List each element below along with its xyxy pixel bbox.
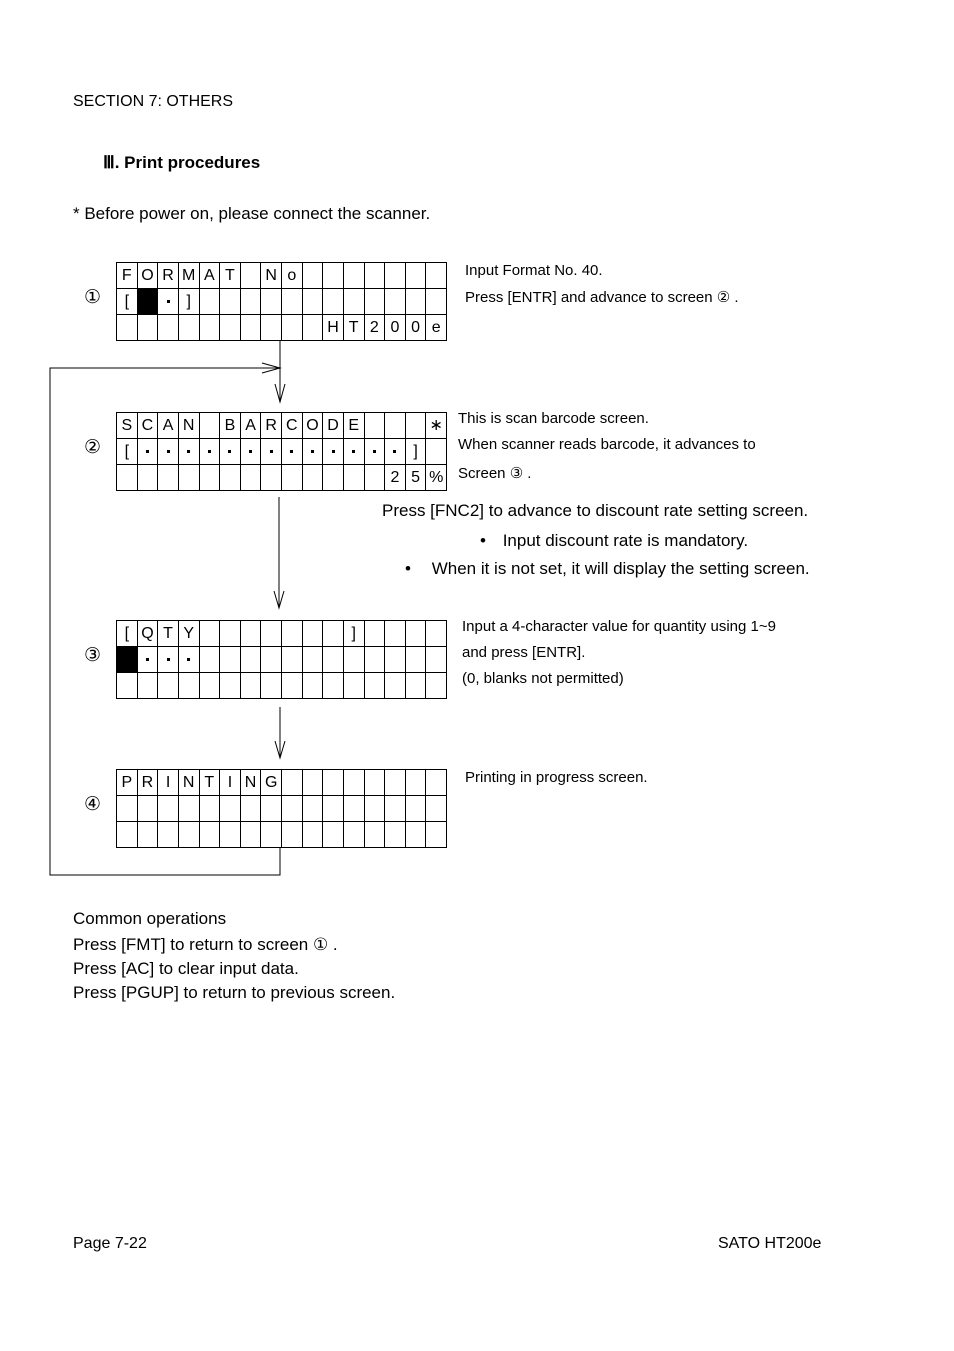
roman-numeral: Ⅲ: [103, 153, 115, 172]
lcd-cell: C: [137, 413, 158, 439]
lcd-cell: D: [323, 413, 344, 439]
lcd-cell: [: [117, 621, 138, 647]
lcd-cell: I: [158, 770, 179, 796]
common-operations-title: Common operations: [73, 909, 227, 928]
lcd-cell: [: [117, 439, 138, 465]
screen-2-desc-line-1: This is scan barcode screen.: [458, 410, 649, 427]
lcd-cell: 0: [385, 315, 406, 341]
lcd-cell: O: [137, 263, 158, 289]
fnc2-bullet-2-text: When it is not set, it will display the setting screen.: [431, 559, 810, 578]
lcd-cell: B: [220, 413, 241, 439]
screen-2-desc-line-2: When scanner reads barcode, it advances to: [458, 436, 756, 453]
lcd-cell: T: [158, 621, 179, 647]
screen-4-desc-line-1: Printing in progress screen.: [465, 769, 648, 786]
lcd-cell: Q: [137, 621, 158, 647]
lcd-cell: ]: [343, 621, 364, 647]
lcd-cell: A: [199, 263, 220, 289]
lcd-cell: o: [282, 263, 303, 289]
lcd-cell: N: [240, 770, 261, 796]
lcd-cell: [: [117, 289, 138, 315]
lcd-cell: O: [302, 413, 323, 439]
common-op-3: Press [PGUP] to return to previous screen.: [73, 983, 396, 1002]
screen-2-desc-line-3: Screen ③ .: [458, 465, 532, 482]
lcd-cell: ∗: [426, 413, 447, 439]
screen-number-2: ②: [84, 436, 102, 458]
lcd-cell: H: [323, 315, 344, 341]
lcd-cell: T: [199, 770, 220, 796]
bullet-icon: •: [480, 531, 486, 550]
lcd-cell: R: [261, 413, 282, 439]
product-name: SATO HT200e: [718, 1235, 822, 1252]
return-loop-line: [50, 368, 280, 875]
lcd-cell: N: [178, 413, 199, 439]
section-header: SECTION 7: OTHERS: [73, 93, 234, 110]
lcd-cell: E: [343, 413, 364, 439]
common-op-2: Press [AC] to clear input data.: [73, 959, 299, 978]
lcd-cell: M: [178, 263, 199, 289]
lcd-cell: T: [343, 315, 364, 341]
lcd-cell: ]: [178, 289, 199, 315]
lcd-cell: S: [117, 413, 138, 439]
lcd-cell: 2: [364, 315, 385, 341]
lcd-cell: A: [240, 413, 261, 439]
fnc2-bullet-1-text: Input discount rate is mandatory.: [502, 531, 749, 550]
lcd-cell: %: [426, 465, 447, 491]
screen-1-desc-line-2: Press [ENTR] and advance to screen ② .: [465, 289, 739, 306]
common-op-1: Press [FMT] to return to screen ① .: [73, 935, 338, 954]
bullet-icon: •: [405, 559, 411, 578]
lcd-cell: Y: [178, 621, 199, 647]
lcd-cell: R: [158, 263, 179, 289]
lcd-cell: N: [178, 770, 199, 796]
lcd-cell: ]: [405, 439, 426, 465]
lcd-cell: 2: [385, 465, 406, 491]
screen-number-4: ④: [84, 793, 102, 815]
lcd-cell: A: [158, 413, 179, 439]
heading-title: . Print procedures: [114, 153, 261, 172]
screen-number-1: ①: [84, 286, 102, 308]
screen-3-desc-line-2: and press [ENTR].: [462, 644, 586, 661]
screen-number-3: ③: [84, 644, 102, 666]
lcd-cell: 5: [405, 465, 426, 491]
scanner-note: * Before power on, please connect the scanner.: [73, 204, 431, 223]
lcd-cell: C: [282, 413, 303, 439]
lcd-cell: P: [117, 770, 138, 796]
page-number: Page 7-22: [73, 1235, 147, 1252]
lcd-cell: N: [261, 263, 282, 289]
lcd-cell: R: [137, 770, 158, 796]
lcd-cell: e: [426, 315, 447, 341]
lcd-cell: I: [220, 770, 241, 796]
lcd-cell: F: [117, 263, 138, 289]
lcd-cell: G: [261, 770, 282, 796]
lcd-cell: 0: [405, 315, 426, 341]
lcd-cell: T: [220, 263, 241, 289]
screen-3-desc-line-1: Input a 4-character value for quantity using 1~9: [462, 618, 776, 635]
screen-1-desc-line-1: Input Format No. 40.: [465, 262, 603, 279]
fnc2-note: Press [FNC2] to advance to discount rate setting screen.: [382, 501, 809, 520]
screen-3-desc-line-3: (0, blanks not permitted): [462, 670, 624, 687]
